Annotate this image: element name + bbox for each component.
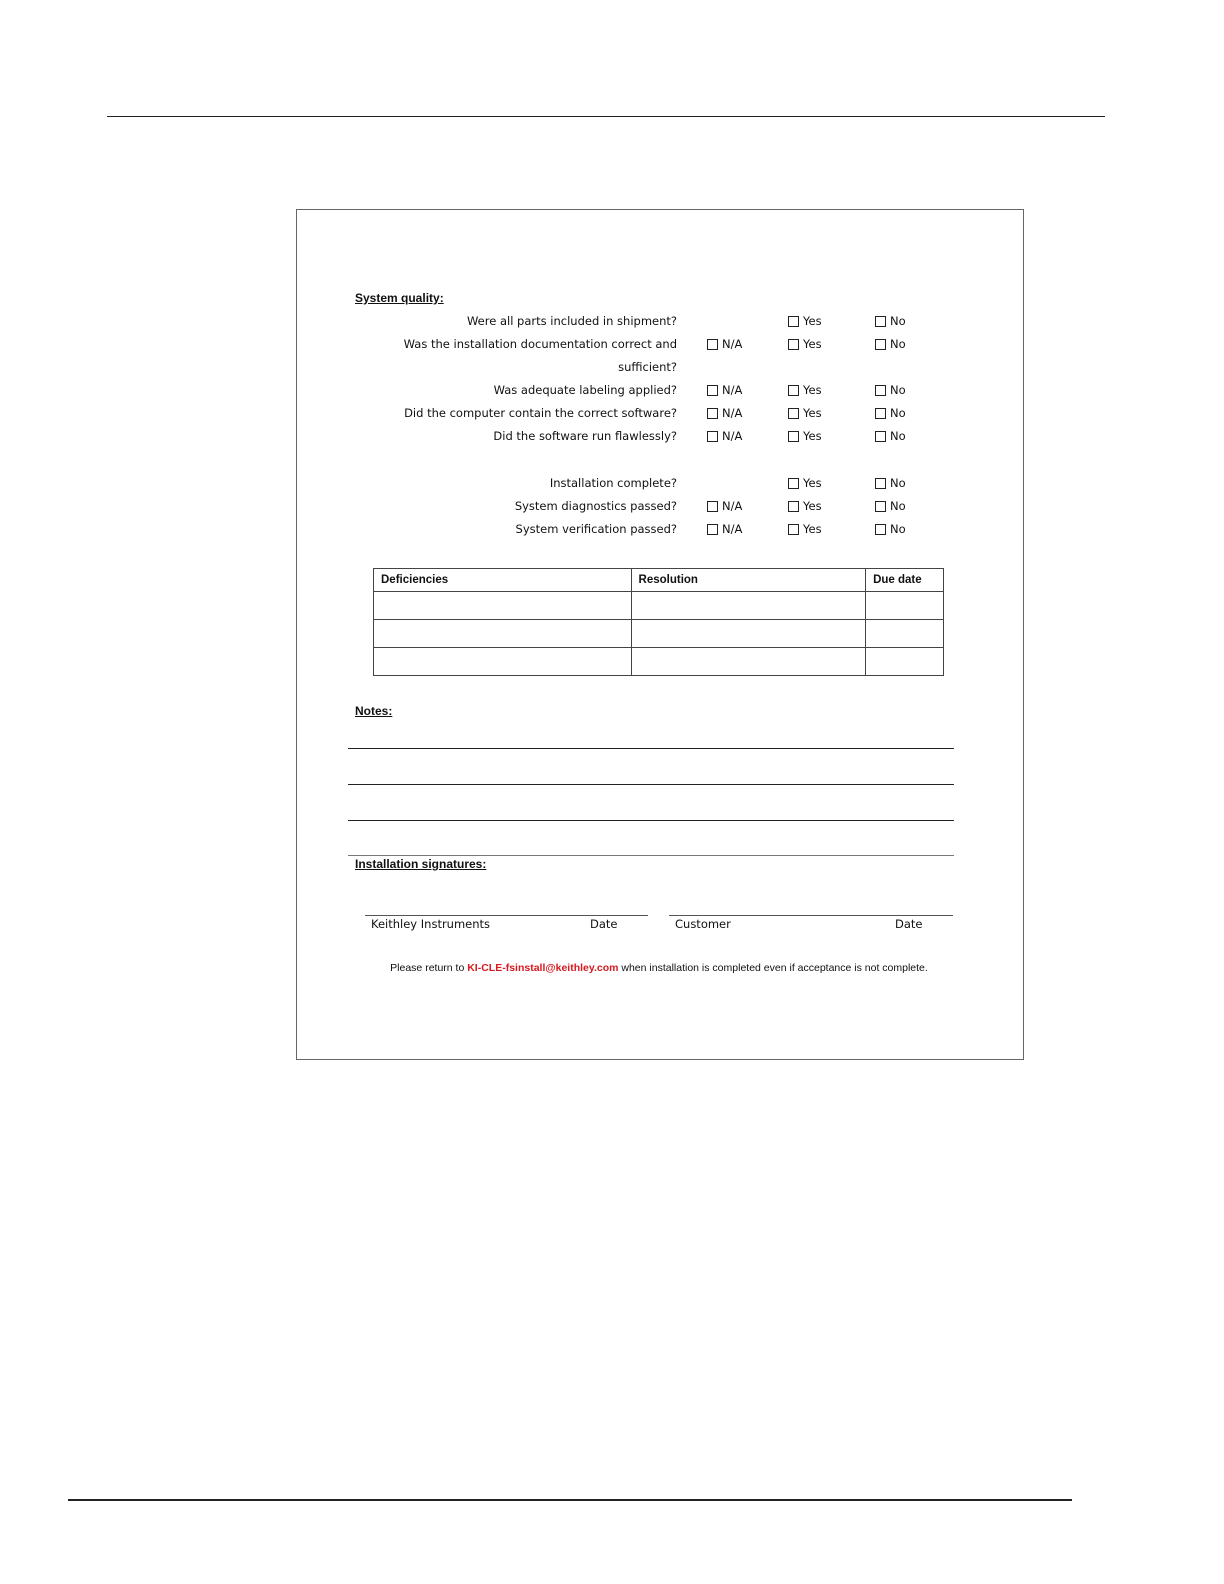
deficiency-cell[interactable] <box>374 620 632 648</box>
checkbox-icon[interactable] <box>707 501 718 512</box>
question-labeling: Was adequate labeling applied? <box>493 383 677 397</box>
checkbox-icon[interactable] <box>788 524 799 535</box>
q5-na-option[interactable]: N/A <box>707 429 742 443</box>
deficiency-cell[interactable] <box>374 592 632 620</box>
table-row <box>374 648 944 676</box>
system-quality-heading: System quality: <box>355 291 444 305</box>
checkbox-icon[interactable] <box>788 408 799 419</box>
q6-no-option[interactable]: No <box>875 476 906 490</box>
keithley-date-label: Date <box>590 917 618 931</box>
checkbox-icon[interactable] <box>875 524 886 535</box>
checkbox-icon[interactable] <box>788 316 799 327</box>
resolution-cell[interactable] <box>631 620 866 648</box>
notes-line[interactable] <box>348 784 954 785</box>
customer-label: Customer <box>675 917 731 931</box>
notes-heading: Notes: <box>355 704 393 718</box>
checkbox-icon[interactable] <box>875 408 886 419</box>
header-due-date: Due date <box>866 569 944 592</box>
keithley-label: Keithley Instruments <box>371 917 491 931</box>
notes-line[interactable] <box>348 748 954 749</box>
q7-no-option[interactable]: No <box>875 499 906 513</box>
deficiencies-table <box>373 568 944 676</box>
table-row <box>374 592 944 620</box>
checkbox-icon[interactable] <box>875 385 886 396</box>
checkbox-icon[interactable] <box>788 431 799 442</box>
due-date-cell[interactable] <box>866 648 944 676</box>
notes-line[interactable] <box>348 855 954 856</box>
table-row <box>374 620 944 648</box>
table-header-row <box>374 569 944 592</box>
q1-no-option[interactable]: No <box>875 314 906 328</box>
q1-yes-option[interactable]: Yes <box>788 314 822 328</box>
checkbox-icon[interactable] <box>707 385 718 396</box>
q3-na-option[interactable]: N/A <box>707 383 742 397</box>
q5-yes-option[interactable]: Yes <box>788 429 822 443</box>
q2-yes-option[interactable]: Yes <box>788 337 822 351</box>
deficiency-cell[interactable] <box>374 648 632 676</box>
question-installation-complete: Installation complete? <box>549 476 677 490</box>
q3-yes-option[interactable]: Yes <box>788 383 822 397</box>
header-rule <box>107 116 1105 117</box>
resolution-cell[interactable] <box>631 648 866 676</box>
checkbox-icon[interactable] <box>875 339 886 350</box>
q2-no-option[interactable]: No <box>875 337 906 351</box>
checkbox-icon[interactable] <box>875 478 886 489</box>
checkbox-icon[interactable] <box>707 408 718 419</box>
question-diagnostics-passed: System diagnostics passed? <box>514 499 677 513</box>
question-verification-passed: System verification passed? <box>515 522 677 536</box>
q8-yes-option[interactable]: Yes <box>788 522 822 536</box>
question-documentation-cont: sufficient? <box>618 360 677 374</box>
due-date-cell[interactable] <box>866 620 944 648</box>
keithley-signature-line[interactable] <box>365 915 648 916</box>
q8-na-option[interactable]: N/A <box>707 522 742 536</box>
resolution-cell[interactable] <box>631 592 866 620</box>
due-date-cell[interactable] <box>866 592 944 620</box>
return-email-link[interactable]: KI-CLE-fsinstall@keithley.com <box>467 962 619 974</box>
checkbox-icon[interactable] <box>788 385 799 396</box>
customer-signature-line[interactable] <box>669 915 953 916</box>
q4-no-option[interactable]: No <box>875 406 906 420</box>
signatures-heading: Installation signatures: <box>355 857 487 871</box>
q4-na-option[interactable]: N/A <box>707 406 742 420</box>
acceptance-form <box>296 209 1024 1060</box>
checkbox-icon[interactable] <box>788 478 799 489</box>
checkbox-icon[interactable] <box>707 339 718 350</box>
header-deficiencies: Deficiencies <box>374 569 632 592</box>
checkbox-icon[interactable] <box>788 339 799 350</box>
header-resolution: Resolution <box>631 569 866 592</box>
q3-no-option[interactable]: No <box>875 383 906 397</box>
checkbox-icon[interactable] <box>875 431 886 442</box>
question-documentation: Was the installation documentation correct and <box>403 337 677 351</box>
notes-line[interactable] <box>348 820 954 821</box>
q2-na-option[interactable]: N/A <box>707 337 742 351</box>
q6-yes-option[interactable]: Yes <box>788 476 822 490</box>
question-correct-software: Did the computer contain the correct software? <box>404 406 677 420</box>
question-parts-included: Were all parts included in shipment? <box>466 314 677 328</box>
checkbox-icon[interactable] <box>707 524 718 535</box>
footer-rule <box>68 1499 1072 1501</box>
q7-na-option[interactable]: N/A <box>707 499 742 513</box>
question-software-flawless: Did the software run flawlessly? <box>493 429 677 443</box>
q4-yes-option[interactable]: Yes <box>788 406 822 420</box>
return-instructions: Please return to KI-CLE-fsinstall@keithley.com when installation is completed even if acceptance is not complete. <box>390 962 928 974</box>
q5-no-option[interactable]: No <box>875 429 906 443</box>
checkbox-icon[interactable] <box>875 501 886 512</box>
customer-date-label: Date <box>895 917 923 931</box>
checkbox-icon[interactable] <box>875 316 886 327</box>
q7-yes-option[interactable]: Yes <box>788 499 822 513</box>
checkbox-icon[interactable] <box>707 431 718 442</box>
checkbox-icon[interactable] <box>788 501 799 512</box>
q8-no-option[interactable]: No <box>875 522 906 536</box>
